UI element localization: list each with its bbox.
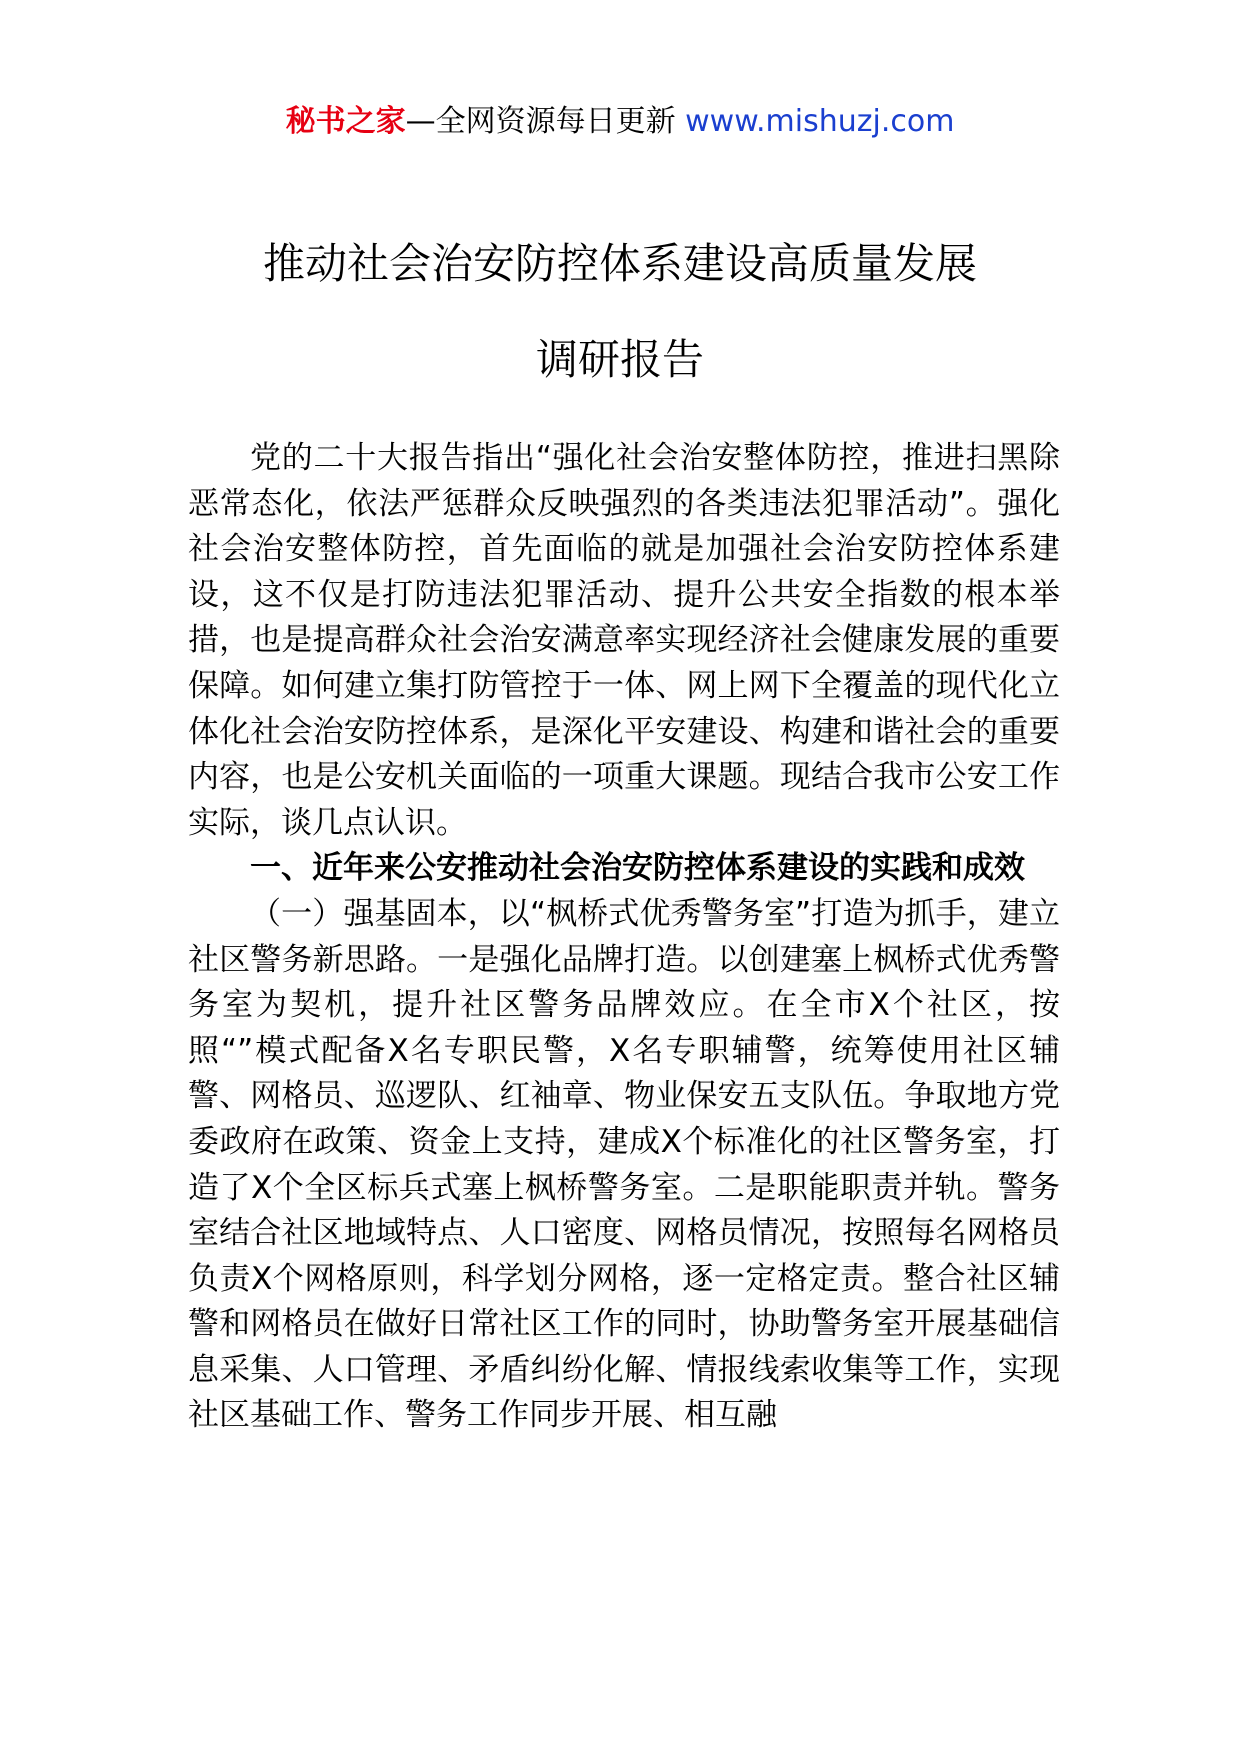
site-url-link[interactable]: www.mishuzj.com (685, 104, 955, 139)
document-title-line-1: 推动社会治安防控体系建设高质量发展 (262, 239, 977, 288)
brand-name: 秘书之家 (285, 104, 406, 139)
subsection-paragraph-1: （一）强基固本，以“枫桥式优秀警务室”打造为抓手，建立社区警务新思路。一是强化品牌打造。以创建塞上枫桥式优秀警务室为契机，提升社区警务品牌效应。在全市X个社区，按照“”模式配备X名专职民警，X名专职辅警，统筹使用社区辅警、网格员、巡逻队、红袖章、物业保安五支队伍。争取地方党委政府在政策、资金上支持，建成X个标准化的社区警务室，打造了X个全区标兵式塞上枫桥警务室。二是职能职责并轨。警务室结合社区地域特点、人口密度、网格员情况，按照每名网格员负责X个网格原则，科学划分网格，逐一定格定责。整合社区辅警和网格员在做好日常社区工作的同时，协助警务室开展基础信息采集、人口管理、矛盾纠纷化解、情报线索收集等工作，实现社区基础工作、警务工作同步开展、相互融 (188, 895, 1060, 1434)
document-title-line-2: 调研报告 (535, 335, 704, 384)
site-header (0, 100, 1240, 144)
document-body (188, 436, 1060, 1439)
intro-paragraph: 党的二十大报告指出“强化社会治安整体防控，推进扫黑除恶常态化，依法严惩群众反映强烈的各类违法犯罪活动”。强化社会治安整体防控，首先面临的就是加强社会治安防控体系建设，这不仅是打防违法犯罪活动、提升公共安全指数的根本举措，也是提高群众社会治安满意率实现经济社会健康发展的重要保障。如何建立集打防管控于一体、网上网下全覆盖的现代化立体化社会治安防控体系，是深化平安建设、构建和谐社会的重要内容，也是公安机关面临的一项重大课题。现结合我市公安工作实际，谈几点认识。 (188, 440, 1060, 841)
header-tagline: —全网资源每日更新 (405, 104, 676, 139)
section-heading-1: 一、近年来公安推动社会治安防控体系建设的实践和成效 (250, 850, 1025, 887)
